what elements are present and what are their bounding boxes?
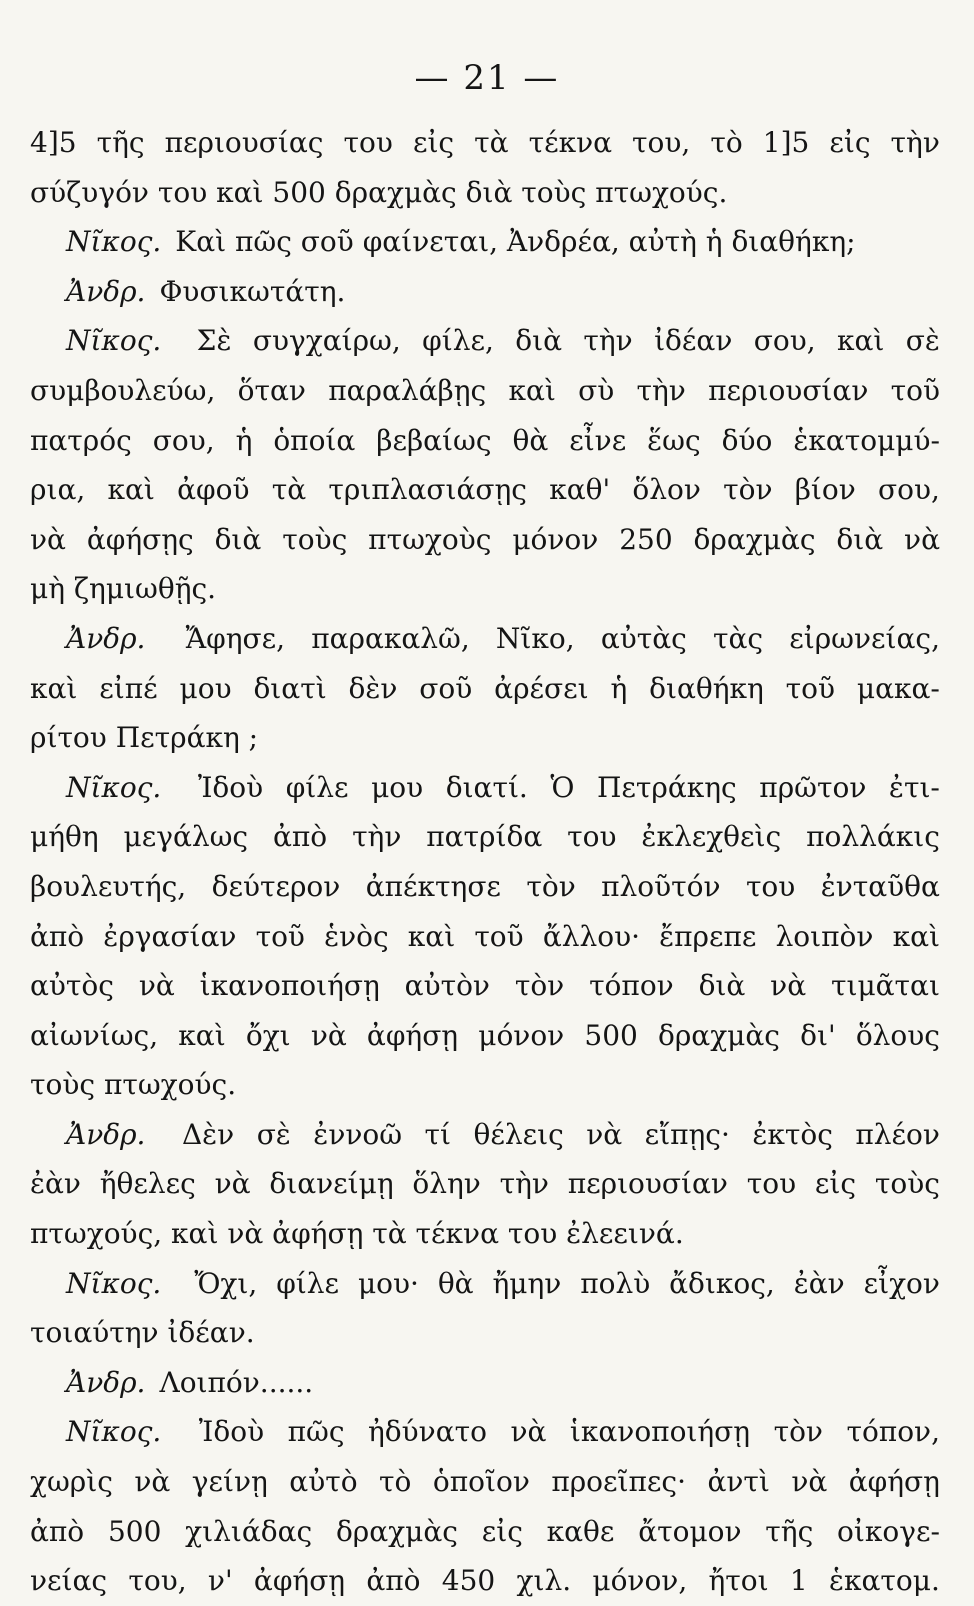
text-line: νείας του, ν' ἀφήσῃ ἀπὸ 450 χιλ. μόνον, ἤτοι 1 ἑκατομ. bbox=[30, 1564, 940, 1598]
text-line bbox=[30, 1209, 940, 1259]
text-line: ρια, καὶ ἀφοῦ τὰ τριπλασιάσῃς καθ' ὅλον τὸν βίον σου, bbox=[30, 473, 940, 507]
text-line: νὰ ἀφήσῃς διὰ τοὺς πτωχοὺς μόνον 250 δραχμὰς διὰ νὰ bbox=[30, 522, 940, 556]
line-text: τοὺς πτωχούς. bbox=[30, 1068, 237, 1102]
text-line: πατρός σου, ἡ ὁποία βεβαίως θὰ εἶνε ἕως δύο ἑκατομμύ- bbox=[30, 423, 940, 457]
line-text: Λοιπόν...... bbox=[159, 1365, 314, 1399]
text-line: αὐτὸς νὰ ἱκανοποιήσῃ αὐτὸν τὸν τόπον διὰ νὰ τιμᾶται bbox=[30, 969, 940, 1003]
text-line: αἰωνίως, καὶ ὄχι νὰ ἀφήσῃ μόνον 500 δραχμὰς δι' ὅλους bbox=[30, 1018, 940, 1052]
text-line: ἀπὸ 500 χιλιάδας δραχμὰς εἰς καθε ἄτομον τῆς οἰκογε- bbox=[30, 1514, 940, 1548]
speaker-label: Νῖκος. bbox=[66, 770, 162, 804]
text-line: ἐὰν ἤθελες νὰ διανείμῃ ὅλην τὴν περιουσίαν του εἰς τοὺς bbox=[30, 1167, 940, 1201]
speaker-label: Ἀνδρ. bbox=[66, 621, 146, 655]
text-line bbox=[30, 267, 940, 317]
text-line: Νῖκος. Ὄχι, φίλε μου· θὰ ἤμην πολὺ ἄδικος, ἐὰν εἶχον bbox=[30, 1259, 940, 1309]
text-line: συμβουλεύω, ὅταν παραλάβῃς καὶ σὺ τὴν περιουσίαν τοῦ bbox=[30, 373, 940, 407]
speaker-label: Νῖκος. bbox=[66, 225, 162, 259]
page-text bbox=[30, 118, 940, 1606]
speaker-label: Νῖκος. bbox=[66, 1415, 162, 1449]
text-line bbox=[30, 1060, 940, 1110]
text-line: μήθη μεγάλως ἀπὸ τὴν πατρίδα του ἐκλεχθεὶς πολλάκις bbox=[30, 820, 940, 854]
text-line: χωρὶς νὰ γείνῃ αὐτὸ τὸ ὁποῖον προεῖπες· ἀντὶ νὰ ἀφήσῃ bbox=[30, 1465, 940, 1499]
text-line: βουλευτής, δεύτερον ἀπέκτησε τὸν πλοῦτόν του ἐνταῦθα bbox=[30, 869, 940, 903]
speaker-label: Ἀνδρ. bbox=[66, 1117, 146, 1151]
line-text: τοιαύτην ἰδέαν. bbox=[30, 1316, 255, 1350]
speaker-label: Νῖκος. bbox=[66, 1266, 162, 1300]
speaker-label: Ἀνδρ. bbox=[66, 274, 146, 308]
text-line: Νῖκος. Ἰδοὺ φίλε μου διατί. Ὁ Πετράκης πρῶτον ἐτι- bbox=[30, 763, 940, 813]
speaker-label: Νῖκος. bbox=[66, 324, 162, 358]
line-text: πτωχούς, καὶ νὰ ἀφήσῃ τὰ τέκνα του ἐλεεινά. bbox=[30, 1217, 684, 1251]
text-line bbox=[30, 713, 940, 763]
line-text: Καὶ πῶς σοῦ φαίνεται, Ἀνδρέα, αὐτὴ ἡ διαθήκη; bbox=[175, 225, 856, 259]
text-line: 4]5 τῆς περιουσίας του εἰς τὰ τέκνα του, τὸ 1]5 εἰς τὴν bbox=[30, 126, 940, 159]
text-line bbox=[30, 217, 940, 267]
line-text: σύζυγόν του καὶ 500 δραχμὰς διὰ τοὺς πτωχούς. bbox=[30, 175, 728, 209]
text-line bbox=[30, 1358, 940, 1408]
line-text: Φυσικωτάτη. bbox=[159, 274, 346, 308]
text-line: ἀπὸ ἐργασίαν τοῦ ἑνὸς καὶ τοῦ ἄλλου· ἔπρεπε λοιπὸν καὶ bbox=[30, 919, 940, 953]
text-line bbox=[30, 168, 940, 218]
speaker-label: Ἀνδρ. bbox=[66, 1365, 146, 1399]
text-line: Ἀνδρ. Δὲν σὲ ἐννοῶ τί θέλεις νὰ εἴπῃς· ἐκτὸς πλέον bbox=[30, 1110, 940, 1160]
text-line: Ἀνδρ. Ἄφησε, παρακαλῶ, Νῖκο, αὐτὰς τὰς εἰρωνείας, bbox=[30, 614, 940, 664]
text-line: Νῖκος. Σὲ συγχαίρω, φίλε, διὰ τὴν ἰδέαν σου, καὶ σὲ bbox=[30, 316, 940, 366]
line-text: ρίτου Πετράκη ; bbox=[30, 721, 259, 755]
text-line: Νῖκος. Ἰδοὺ πῶς ἠδύνατο νὰ ἱκανοποιήσῃ τὸν τόπον, bbox=[30, 1407, 940, 1457]
text-line bbox=[30, 1308, 940, 1358]
text-line bbox=[30, 564, 940, 614]
page-number: — 21 — bbox=[414, 58, 560, 98]
line-text: μὴ ζημιωθῇς. bbox=[30, 572, 217, 606]
text-line: καὶ εἰπέ μου διατὶ δὲν σοῦ ἀρέσει ἡ διαθήκη τοῦ μακα- bbox=[30, 671, 940, 705]
